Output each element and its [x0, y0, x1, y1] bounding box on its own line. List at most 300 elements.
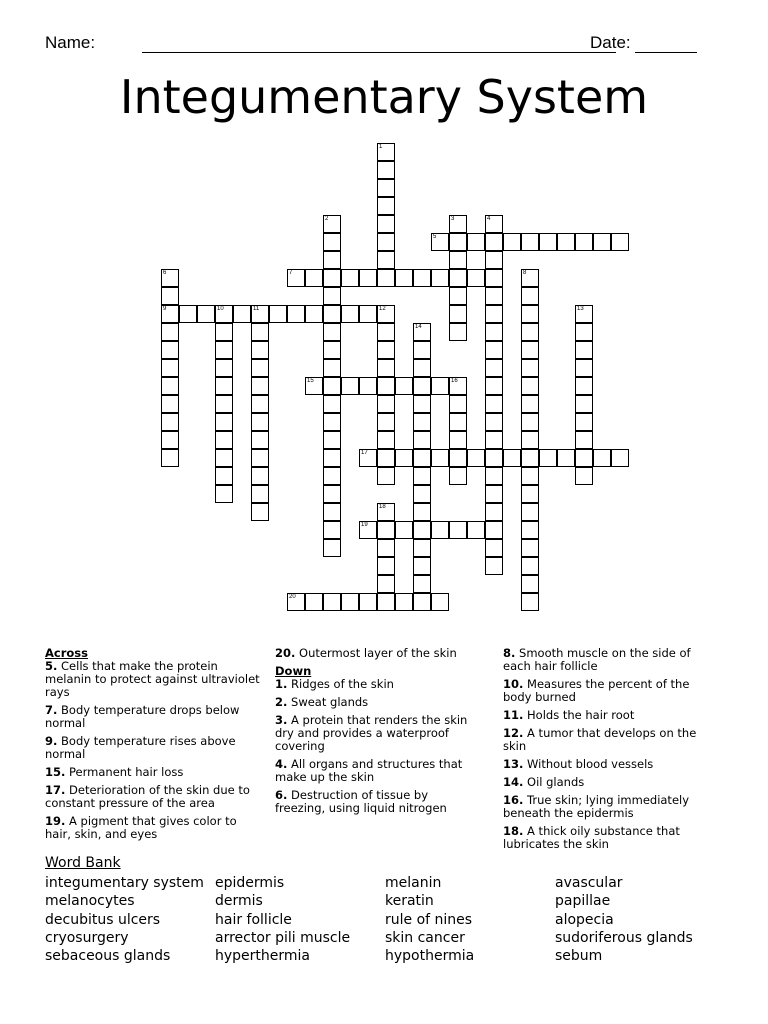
crossword-cell[interactable]	[521, 467, 539, 485]
clue-number: 9.	[45, 734, 58, 748]
crossword-cell[interactable]	[449, 287, 467, 305]
crossword-cell[interactable]	[485, 215, 503, 233]
crossword-cell[interactable]	[161, 413, 179, 431]
clue-text: True skin; lying immediately beneath the epidermis	[503, 793, 690, 820]
crossword-cell[interactable]	[251, 341, 269, 359]
crossword-cell[interactable]	[449, 323, 467, 341]
page-title: Integumentary System	[119, 70, 649, 124]
crossword-cell[interactable]	[323, 593, 341, 611]
crossword-cell[interactable]	[575, 413, 593, 431]
crossword-cell[interactable]	[449, 413, 467, 431]
crossword-cell[interactable]	[323, 341, 341, 359]
crossword-cell[interactable]	[179, 305, 197, 323]
word-bank-item: arrector pili muscle	[215, 929, 351, 946]
crossword-cell[interactable]	[413, 575, 431, 593]
crossword-cell[interactable]	[359, 449, 377, 467]
word-bank-column	[555, 874, 693, 965]
crossword-cell[interactable]	[449, 377, 467, 395]
crossword-cell[interactable]	[161, 305, 179, 323]
crossword-cell[interactable]	[413, 431, 431, 449]
crossword-cell[interactable]	[233, 305, 251, 323]
clues-column-3	[503, 647, 703, 856]
crossword-cell[interactable]	[575, 233, 593, 251]
clue	[503, 727, 703, 753]
clue	[503, 794, 703, 820]
crossword-cell[interactable]	[395, 449, 413, 467]
clue	[45, 660, 260, 699]
crossword-cell[interactable]	[377, 467, 395, 485]
crossword-cell[interactable]	[377, 593, 395, 611]
crossword-cell[interactable]	[305, 305, 323, 323]
crossword-cell[interactable]	[215, 359, 233, 377]
crossword-cell[interactable]	[215, 377, 233, 395]
crossword-cell[interactable]	[323, 305, 341, 323]
crossword-cell[interactable]	[323, 395, 341, 413]
crossword-cell[interactable]	[377, 197, 395, 215]
crossword-cell[interactable]	[323, 521, 341, 539]
crossword-cell[interactable]	[467, 521, 485, 539]
crossword-cell[interactable]	[575, 395, 593, 413]
clue-text: Ridges of the skin	[291, 677, 394, 691]
crossword-cell[interactable]	[467, 269, 485, 287]
crossword-cell[interactable]	[215, 341, 233, 359]
crossword-cell[interactable]	[215, 467, 233, 485]
cell-number: 6	[163, 270, 167, 276]
crossword-cell[interactable]	[485, 431, 503, 449]
crossword-cell[interactable]	[161, 377, 179, 395]
clue	[275, 789, 475, 815]
clue-text: Without blood vessels	[527, 757, 654, 771]
clue-text: Smooth muscle on the side of each hair follicle	[503, 646, 691, 673]
crossword-cell[interactable]	[359, 521, 377, 539]
crossword-cell[interactable]	[323, 251, 341, 269]
crossword-cell[interactable]	[521, 521, 539, 539]
crossword-cell[interactable]	[161, 269, 179, 287]
crossword-cell[interactable]	[431, 449, 449, 467]
crossword-cell[interactable]	[431, 233, 449, 251]
crossword-cell[interactable]	[449, 431, 467, 449]
crossword-cell[interactable]	[485, 305, 503, 323]
crossword-cell[interactable]	[287, 305, 305, 323]
crossword-cell[interactable]	[485, 557, 503, 575]
crossword-cell[interactable]	[431, 521, 449, 539]
crossword-cell[interactable]	[377, 503, 395, 521]
crossword-cell[interactable]	[521, 575, 539, 593]
crossword-cell[interactable]	[377, 323, 395, 341]
crossword-cell[interactable]	[413, 359, 431, 377]
crossword-cell[interactable]	[251, 431, 269, 449]
word-bank-column	[45, 874, 204, 965]
clue-number: 16.	[503, 793, 524, 807]
crossword-cell[interactable]	[251, 395, 269, 413]
crossword-cell[interactable]	[449, 395, 467, 413]
crossword-cell[interactable]	[161, 449, 179, 467]
crossword-cell[interactable]	[377, 413, 395, 431]
clue-number: 4.	[275, 757, 288, 771]
clue	[275, 696, 475, 709]
crossword-cell[interactable]	[485, 521, 503, 539]
cell-number: 16	[451, 378, 458, 384]
word-bank-item: hypothermia	[385, 948, 475, 965]
crossword-cell[interactable]	[251, 413, 269, 431]
crossword-cell[interactable]	[413, 485, 431, 503]
crossword-cell[interactable]	[521, 503, 539, 521]
crossword-cell[interactable]	[485, 359, 503, 377]
crossword-cell[interactable]	[413, 467, 431, 485]
crossword-cell[interactable]	[377, 557, 395, 575]
cell-number: 12	[379, 306, 386, 312]
crossword-cell[interactable]	[323, 377, 341, 395]
crossword-cell[interactable]	[521, 341, 539, 359]
crossword-cell[interactable]	[377, 251, 395, 269]
clue-text: Deterioration of the skin due to constant pressure of the area	[45, 783, 250, 810]
crossword-cell[interactable]	[251, 359, 269, 377]
crossword-cell[interactable]	[575, 305, 593, 323]
clues-column-2	[275, 647, 475, 820]
crossword-cell[interactable]	[161, 395, 179, 413]
word-bank-item: decubitus ulcers	[45, 911, 161, 928]
crossword-cell[interactable]	[377, 521, 395, 539]
crossword-cell[interactable]	[323, 449, 341, 467]
crossword-cell[interactable]	[593, 449, 611, 467]
crossword-cell[interactable]	[557, 449, 575, 467]
word-bank-column	[215, 874, 350, 965]
crossword-cell[interactable]	[593, 233, 611, 251]
crossword-cell[interactable]	[377, 341, 395, 359]
crossword-cell[interactable]	[377, 575, 395, 593]
crossword-cell[interactable]	[575, 377, 593, 395]
crossword-cell[interactable]	[251, 305, 269, 323]
crossword-cell[interactable]	[413, 449, 431, 467]
clue-number: 11.	[503, 708, 524, 722]
crossword-cell[interactable]	[161, 287, 179, 305]
name-label: Name:	[45, 33, 96, 52]
crossword-cell[interactable]	[521, 269, 539, 287]
crossword-cell[interactable]	[449, 251, 467, 269]
crossword-cell[interactable]	[323, 323, 341, 341]
crossword-cell[interactable]	[323, 431, 341, 449]
crossword-cell[interactable]	[521, 323, 539, 341]
clue-number: 15.	[45, 765, 66, 779]
crossword-cell[interactable]	[485, 323, 503, 341]
crossword-cell[interactable]	[431, 377, 449, 395]
clue-text: A tumor that develops on the skin	[503, 726, 697, 753]
cell-number: 11	[253, 306, 260, 312]
cell-number: 13	[577, 306, 584, 312]
cell-number: 18	[379, 504, 386, 510]
crossword-cell[interactable]	[449, 233, 467, 251]
crossword-cell[interactable]	[449, 215, 467, 233]
word-bank-item: avascular	[555, 875, 623, 891]
crossword-cell[interactable]	[521, 287, 539, 305]
crossword-cell[interactable]	[251, 449, 269, 467]
crossword-cell[interactable]	[341, 305, 359, 323]
crossword-cell[interactable]	[395, 269, 413, 287]
crossword-cell[interactable]	[485, 287, 503, 305]
crossword-cell[interactable]	[521, 449, 539, 467]
crossword-cell[interactable]	[377, 305, 395, 323]
word-bank-item: rule of nines	[385, 911, 473, 928]
cell-number: 19	[361, 522, 368, 528]
clue	[45, 766, 260, 779]
crossword-cell[interactable]	[359, 305, 377, 323]
cell-number: 10	[217, 306, 224, 312]
crossword-cell[interactable]	[287, 593, 305, 611]
crossword-cell[interactable]	[305, 377, 323, 395]
crossword-cell[interactable]	[539, 449, 557, 467]
crossword-cell[interactable]	[251, 467, 269, 485]
cell-number: 4	[487, 216, 491, 222]
crossword-cell[interactable]	[323, 359, 341, 377]
crossword-cell[interactable]	[323, 539, 341, 557]
crossword-cell[interactable]	[305, 593, 323, 611]
crossword-cell[interactable]	[413, 377, 431, 395]
word-bank-item: sudoriferous glands	[555, 929, 693, 946]
word-bank-item: melanocytes	[45, 893, 135, 910]
crossword-cell[interactable]	[377, 539, 395, 557]
crossword-cell[interactable]	[377, 431, 395, 449]
crossword-cell[interactable]	[359, 269, 377, 287]
crossword-cell[interactable]	[215, 449, 233, 467]
crossword-cell[interactable]	[323, 503, 341, 521]
crossword-cell[interactable]	[359, 377, 377, 395]
clue-number: 13.	[503, 757, 524, 771]
crossword-cell[interactable]	[413, 539, 431, 557]
crossword-cell[interactable]	[449, 521, 467, 539]
crossword-cell[interactable]	[521, 593, 539, 611]
crossword-cell[interactable]	[215, 413, 233, 431]
crossword-cell[interactable]	[575, 467, 593, 485]
crossword-cell[interactable]	[323, 467, 341, 485]
crossword-cell[interactable]	[377, 359, 395, 377]
clue	[503, 825, 703, 851]
crossword-cell[interactable]	[485, 251, 503, 269]
crossword-cell[interactable]	[521, 305, 539, 323]
clue-text: Oil glands	[527, 775, 585, 789]
crossword-cell[interactable]	[413, 323, 431, 341]
crossword-cell[interactable]	[323, 269, 341, 287]
crossword-cell[interactable]	[521, 377, 539, 395]
crossword-cell[interactable]	[449, 305, 467, 323]
crossword-cell[interactable]	[305, 269, 323, 287]
crossword-cell[interactable]	[161, 359, 179, 377]
crossword-cell[interactable]	[395, 377, 413, 395]
crossword-cell[interactable]	[413, 395, 431, 413]
crossword-cell[interactable]	[323, 233, 341, 251]
crossword-cell[interactable]	[485, 485, 503, 503]
crossword-cell[interactable]	[521, 359, 539, 377]
clue-text: A protein that renders the skin dry and provides a waterproof covering	[275, 713, 468, 753]
crossword-cell[interactable]	[521, 485, 539, 503]
clue-number: 1.	[275, 677, 288, 691]
crossword-cell[interactable]	[557, 233, 575, 251]
crossword-cell[interactable]	[323, 485, 341, 503]
clue-number: 8.	[503, 646, 516, 660]
date-label: Date:	[590, 33, 631, 52]
word-bank-item: melanin	[385, 875, 442, 891]
crossword-cell[interactable]	[485, 341, 503, 359]
crossword-cell[interactable]	[449, 449, 467, 467]
crossword-cell[interactable]	[215, 395, 233, 413]
crossword-cell[interactable]	[377, 143, 395, 161]
crossword-cell[interactable]	[395, 593, 413, 611]
clue-text: Outermost layer of the skin	[299, 646, 457, 660]
crossword-cell[interactable]	[161, 341, 179, 359]
crossword-cell[interactable]	[485, 467, 503, 485]
crossword-cell[interactable]	[413, 557, 431, 575]
crossword-cell[interactable]	[539, 233, 557, 251]
clue	[503, 758, 703, 771]
cell-number: 8	[523, 270, 527, 276]
clue-text: Destruction of tissue by freezing, using liquid nitrogen	[275, 788, 447, 815]
clue	[275, 647, 475, 660]
crossword-cell[interactable]	[251, 485, 269, 503]
crossword-cell[interactable]	[197, 305, 215, 323]
crossword-cell[interactable]	[413, 413, 431, 431]
crossword-cell[interactable]	[251, 323, 269, 341]
crossword-cell[interactable]	[485, 539, 503, 557]
crossword-cell[interactable]	[251, 377, 269, 395]
crossword-cell[interactable]	[341, 377, 359, 395]
word-bank-item: cryosurgery	[45, 929, 129, 946]
crossword-cell[interactable]	[323, 215, 341, 233]
crossword-cell[interactable]	[377, 179, 395, 197]
crossword-cell[interactable]	[521, 233, 539, 251]
crossword-cell[interactable]	[485, 449, 503, 467]
cell-number: 5	[433, 234, 437, 240]
clue-text: Sweat glands	[291, 695, 369, 709]
crossword-cell[interactable]	[521, 539, 539, 557]
clue-number: 2.	[275, 695, 288, 709]
crossword-cell[interactable]	[269, 305, 287, 323]
clue-number: 10.	[503, 677, 524, 691]
crossword-cell[interactable]	[611, 233, 629, 251]
crossword-cell[interactable]	[413, 593, 431, 611]
cell-number: 2	[325, 216, 329, 222]
crossword-cell[interactable]	[323, 287, 341, 305]
crossword-cell[interactable]	[467, 449, 485, 467]
clue	[275, 714, 475, 753]
clue-text: A thick oily substance that lubricates the skin	[503, 824, 680, 851]
crossword-cell[interactable]	[161, 431, 179, 449]
clue-text: Measures the percent of the body burned	[503, 677, 690, 704]
crossword-cell[interactable]	[215, 305, 233, 323]
crossword-cell[interactable]	[575, 323, 593, 341]
crossword-cell[interactable]	[485, 269, 503, 287]
crossword-cell[interactable]	[575, 431, 593, 449]
clue	[503, 678, 703, 704]
crossword-cell[interactable]	[341, 593, 359, 611]
clue-number: 19.	[45, 814, 66, 828]
word-bank-item: hair follicle	[215, 911, 292, 928]
crossword-cell[interactable]	[485, 233, 503, 251]
clue	[45, 784, 260, 810]
crossword-cell[interactable]	[521, 431, 539, 449]
clue	[45, 704, 260, 730]
clue-text: Holds the hair root	[527, 708, 635, 722]
cell-number: 17	[361, 450, 368, 456]
crossword-cell[interactable]	[575, 449, 593, 467]
crossword-cell[interactable]	[485, 377, 503, 395]
crossword-cell[interactable]	[431, 593, 449, 611]
crossword-cell[interactable]	[215, 485, 233, 503]
crossword-cell[interactable]	[575, 341, 593, 359]
crossword-cell[interactable]	[377, 449, 395, 467]
crossword-cell[interactable]	[215, 431, 233, 449]
word-bank-item: sebum	[555, 948, 603, 965]
crossword-cell[interactable]	[215, 323, 233, 341]
crossword-cell[interactable]	[377, 233, 395, 251]
crossword-cell[interactable]	[377, 269, 395, 287]
crossword-cell[interactable]	[503, 449, 521, 467]
cell-number: 14	[415, 324, 422, 330]
crossword-cell[interactable]	[485, 503, 503, 521]
clue	[45, 735, 260, 761]
word-bank-column	[385, 874, 474, 965]
clue-number: 12.	[503, 726, 524, 740]
crossword-cell[interactable]	[251, 503, 269, 521]
crossword-cell[interactable]	[413, 269, 431, 287]
clue	[503, 709, 703, 722]
crossword-cell[interactable]	[287, 269, 305, 287]
cell-number: 9	[163, 306, 167, 312]
crossword-cell[interactable]	[377, 215, 395, 233]
crossword-cell[interactable]	[521, 395, 539, 413]
crossword-cell[interactable]	[377, 161, 395, 179]
crossword-cell[interactable]	[575, 359, 593, 377]
clue	[503, 647, 703, 673]
crossword-cell[interactable]	[449, 467, 467, 485]
clue	[275, 758, 475, 784]
across-heading: Across	[45, 646, 88, 660]
word-bank-item: hyperthermia	[215, 948, 311, 965]
crossword-cell[interactable]	[521, 557, 539, 575]
word-bank-item: alopecia	[555, 911, 614, 928]
crossword-cell[interactable]	[377, 395, 395, 413]
crossword-cell[interactable]	[611, 449, 629, 467]
crossword-cell[interactable]	[323, 413, 341, 431]
crossword-cell[interactable]	[359, 593, 377, 611]
clue	[503, 776, 703, 789]
crossword-cell[interactable]	[395, 521, 413, 539]
clue-text: Body temperature drops below normal	[45, 703, 240, 730]
word-bank-title: Word Bank	[45, 855, 121, 871]
word-bank-item: sebaceous glands	[45, 948, 171, 965]
crossword-cell[interactable]	[413, 341, 431, 359]
crossword-cell[interactable]	[485, 395, 503, 413]
crossword-cell[interactable]	[503, 233, 521, 251]
crossword-cell[interactable]	[341, 269, 359, 287]
crossword-cell[interactable]	[161, 323, 179, 341]
crossword-cell[interactable]	[521, 413, 539, 431]
crossword-cell[interactable]	[413, 503, 431, 521]
crossword-cell[interactable]	[431, 269, 449, 287]
crossword-cell[interactable]	[413, 521, 431, 539]
crossword-cell[interactable]	[449, 269, 467, 287]
word-bank-item: keratin	[385, 893, 434, 910]
crossword-cell[interactable]	[377, 377, 395, 395]
clue-text: Cells that make the protein melanin to protect against ultraviolet rays	[45, 659, 260, 699]
crossword-cell[interactable]	[485, 413, 503, 431]
clue-number: 5.	[45, 659, 58, 673]
cell-number: 20	[289, 594, 296, 600]
word-bank-item: epidermis	[215, 875, 285, 891]
crossword-cell[interactable]	[467, 233, 485, 251]
down-heading: Down	[275, 664, 312, 678]
clue-text: Permanent hair loss	[69, 765, 184, 779]
clue-number: 7.	[45, 703, 58, 717]
clue-number: 20.	[275, 646, 296, 660]
